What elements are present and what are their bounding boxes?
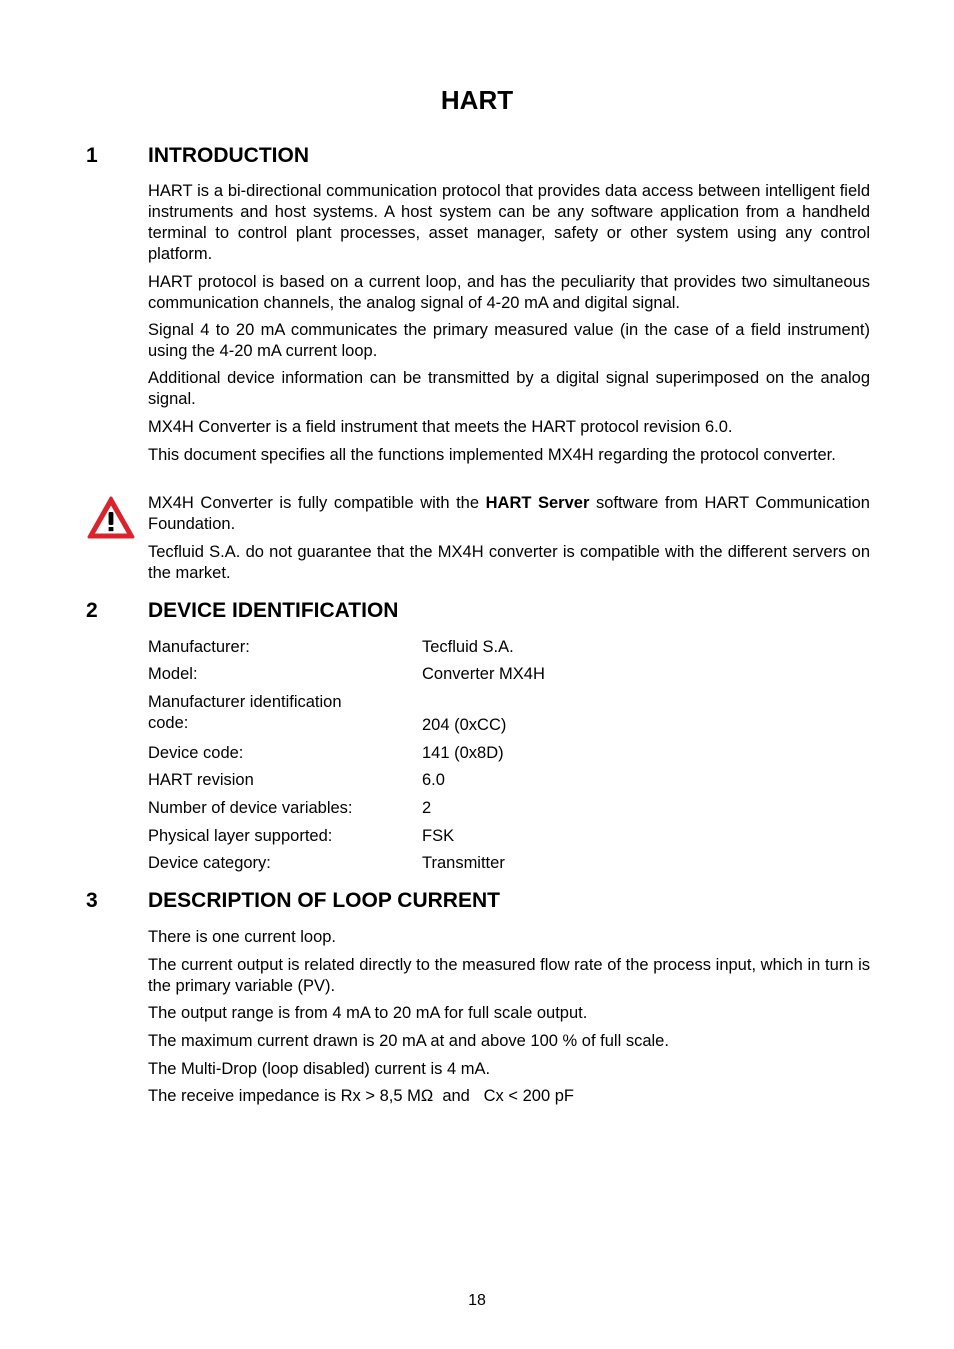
- section-title: DESCRIPTION OF LOOP CURRENT: [148, 889, 500, 912]
- document-title: HART: [440, 85, 514, 115]
- spec-label: Model:: [148, 665, 198, 683]
- spec-value: FSK: [422, 827, 455, 845]
- warning-paragraph: [148, 493, 870, 535]
- warning-triangle-icon: [86, 495, 136, 541]
- spec-value: 141 (0x8D): [422, 744, 504, 762]
- section-number: 1: [86, 144, 98, 167]
- spec-value: 2: [422, 799, 432, 817]
- spec-value: 204 (0xCC): [422, 716, 507, 734]
- intro-paragraph: MX4H Converter is a field instrument that meets the HART protocol revision 6.0.: [148, 418, 733, 436]
- intro-paragraph: HART protocol is based on a current loop, and has the peculiarity that provides two simultaneous communication channels, the analog signal of 4-20 mA and digital signal.: [148, 273, 870, 312]
- warning-text: software from HART Communication Foundation.: [148, 494, 870, 533]
- warning-text: MX4H Converter is fully compatible with the: [148, 494, 486, 512]
- loop-paragraph: The receive impedance is Rx > 8,5 MΩ and Cx < 200 pF: [148, 1087, 574, 1105]
- intro-paragraph: This document specifies all the functions implemented MX4H regarding the protocol converter.: [148, 446, 836, 464]
- loop-paragraph: There is one current loop.: [148, 928, 337, 946]
- hart-server-emphasis: HART Server: [485, 494, 590, 512]
- spec-label: Device category:: [148, 854, 271, 872]
- loop-paragraph: The Multi-Drop (loop disabled) current is 4 mA.: [148, 1060, 491, 1078]
- spec-label: Device code:: [148, 744, 244, 762]
- page-number: 18: [468, 1292, 486, 1309]
- loop-paragraph: The current output is related directly to the measured flow rate of the process input, which in turn is the primary variable (PV).: [148, 956, 870, 995]
- intro-paragraph: Signal 4 to 20 mA communicates the primary measured value (in the case of a field instrument) using the 4-20 mA current loop.: [148, 321, 870, 360]
- spec-label: Physical layer supported:: [148, 827, 333, 845]
- spec-value: 6.0: [422, 771, 445, 789]
- section-number: 2: [86, 599, 98, 622]
- intro-paragraph: Additional device information can be transmitted by a digital signal superimposed on the analog signal.: [148, 369, 870, 408]
- intro-paragraph: HART is a bi-directional communication protocol that provides data access between intelligent field instruments and host systems. A host system can be any software application from a handheld terminal to control plant processes, asset manager, safety or other system using any control platform.: [148, 182, 870, 263]
- section-number: 3: [86, 889, 98, 912]
- spec-label: Number of device variables:: [148, 799, 353, 817]
- spec-label: Manufacturer identification code:: [148, 693, 342, 732]
- spec-value: Transmitter: [422, 854, 505, 872]
- loop-paragraph: The output range is from 4 mA to 20 mA for full scale output.: [148, 1004, 588, 1022]
- spec-label: HART revision: [148, 771, 254, 789]
- section-title: INTRODUCTION: [148, 144, 309, 167]
- disclaimer-paragraph: Tecfluid S.A. do not guarantee that the MX4H converter is compatible with the different servers on the market.: [148, 543, 870, 582]
- spec-value: Tecfluid S.A.: [422, 638, 514, 656]
- loop-paragraph: The maximum current drawn is 20 mA at and above 100 % of full scale.: [148, 1032, 669, 1050]
- spec-value: Converter MX4H: [422, 665, 545, 683]
- section-title: DEVICE IDENTIFICATION: [148, 599, 399, 622]
- spec-label: Manufacturer:: [148, 638, 250, 656]
